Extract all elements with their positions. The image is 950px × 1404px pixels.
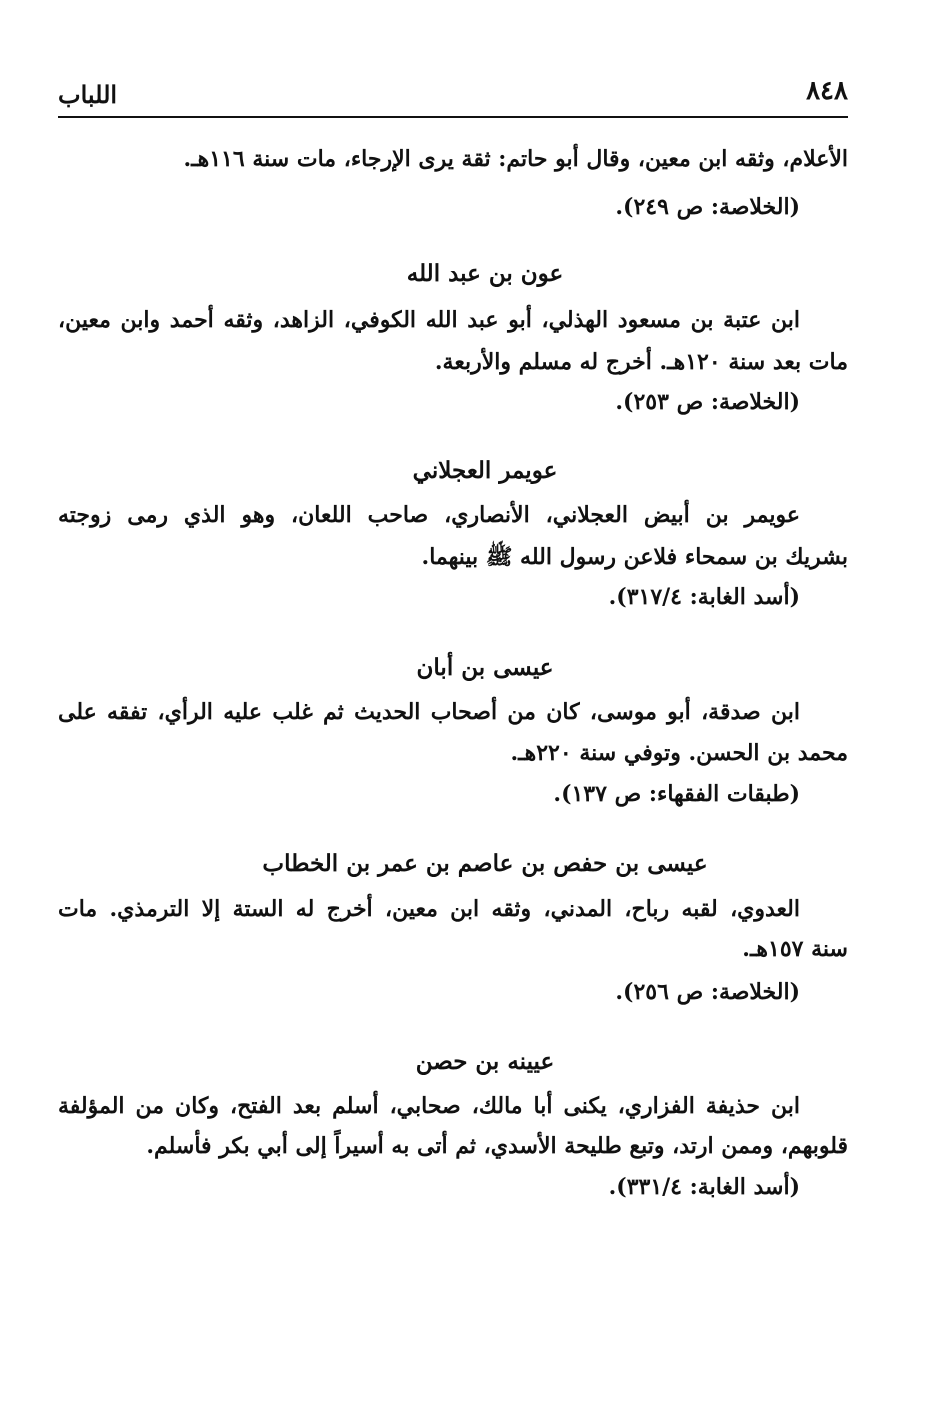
running-title: اللباب (58, 80, 118, 109)
running-header (58, 76, 848, 118)
entry-line: ابن عتبة بن مسعود الهذلي، أبو عبد الله الكوفي، الزاهد، وثقه أحمد وابن معين، (58, 307, 800, 333)
entry-line: قلوبهم، وممن ارتد، وتبع طليحة الأسدي، ثم أتى به أسيراً إلى أبي بكر فأسلم. (146, 1133, 848, 1159)
citation: (أسد الغابة: ٣٣١/٤). (608, 1174, 800, 1200)
citation: (الخلاصة: ص ٢٥٣). (615, 389, 800, 415)
entry-line: ابن حذيفة الفزاري، يكنى أبا مالك، صحابي، أسلم بعد الفتح، وكان من المؤلفة (58, 1093, 800, 1119)
page-number: ٨٤٨ (806, 76, 848, 106)
entry-line: ابن صدقة، أبو موسى، كان من أصحاب الحديث ثم غلب عليه الرأي، تفقه على (58, 699, 800, 725)
entry-heading: عويمر العجلاني (412, 457, 558, 484)
entry-line: مات بعد سنة ١٢٠هـ. أخرج له مسلم والأربعة. (434, 349, 848, 375)
entry-line: بشريك بن سمحاء فلاعن رسول الله ﷺ بينهما. (421, 544, 848, 570)
entry-heading: عيسى بن أبان (416, 654, 554, 681)
entry-heading: عون بن عبد الله (406, 260, 564, 287)
entry-heading: عيسى بن حفص بن عاصم بن عمر بن الخطاب (262, 850, 708, 877)
entry-line: محمد بن الحسن. وتوفي سنة ٢٢٠هـ. (510, 740, 848, 766)
citation: (أسد الغابة: ٣١٧/٤). (608, 584, 800, 610)
citation: (الخلاصة: ص ٢٤٩). (615, 194, 800, 220)
entry-line: العدوي، لقبه رباح، المدني، وثقه ابن معين، أخرج له الستة إلا الترمذي. مات (58, 896, 800, 922)
continuation-line: الأعلام، وثقه ابن معين، وقال أبو حاتم: ثقة يرى الإرجاء، مات سنة ١١٦هـ. (183, 146, 848, 172)
entry-heading: عيينه بن حصن (415, 1048, 555, 1075)
entry-line: عويمر بن أبيض العجلاني، الأنصاري، صاحب اللعان، وهو الذي رمى زوجته (58, 502, 800, 528)
entry-line: سنة ١٥٧هـ. (742, 936, 848, 962)
citation: (الخلاصة: ص ٢٥٦). (615, 979, 800, 1005)
citation: (طبقات الفقهاء: ص ١٣٧). (553, 781, 800, 807)
